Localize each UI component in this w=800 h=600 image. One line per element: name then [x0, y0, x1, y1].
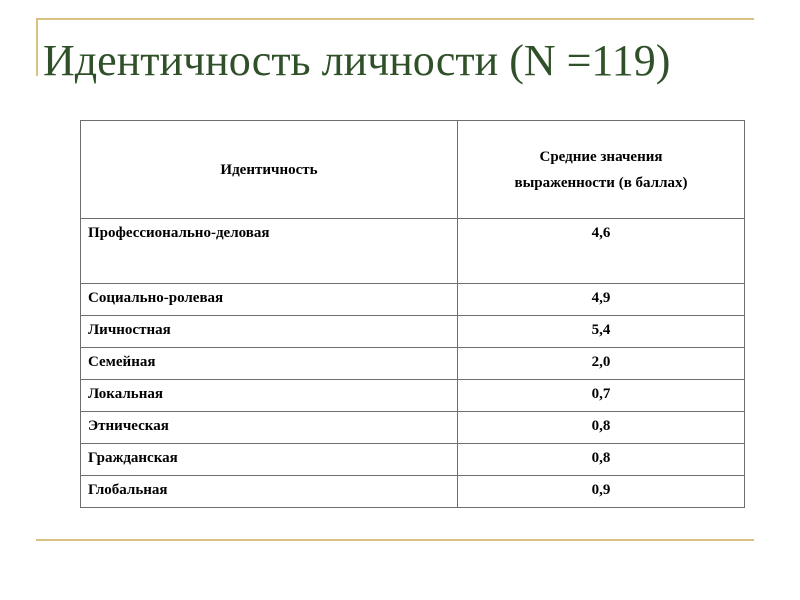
identity-table [80, 120, 745, 508]
footer-accent-line [36, 539, 754, 541]
row-mean-value: 4,6 [458, 219, 745, 284]
title-accent-line-left [36, 18, 38, 76]
table-row [81, 444, 745, 476]
row-identity-name: Семейная [81, 348, 458, 380]
row-mean-value: 0,7 [458, 380, 745, 412]
row-identity-name: Локальная [81, 380, 458, 412]
row-mean-value: 4,9 [458, 284, 745, 316]
row-identity-name: Гражданская [81, 444, 458, 476]
header-identity: Идентичность [81, 121, 458, 219]
table-row [81, 348, 745, 380]
table-row [81, 284, 745, 316]
row-identity-name: Профессионально-деловая [81, 219, 458, 284]
row-mean-value: 0,8 [458, 412, 745, 444]
header-mean-values-label: Средние значения выраженности (в баллах) [514, 148, 688, 191]
table-row [81, 476, 745, 508]
row-identity-name: Глобальная [81, 476, 458, 508]
identity-table-container [80, 120, 742, 508]
table-row [81, 316, 745, 348]
row-mean-value: 5,4 [458, 316, 745, 348]
table-row [81, 380, 745, 412]
slide-title: Идентичность личности (N =119) [43, 36, 671, 85]
table-header-row [81, 121, 745, 219]
table-row [81, 412, 745, 444]
title-accent-line-top [36, 18, 754, 20]
row-identity-name: Личностная [81, 316, 458, 348]
header-mean-values [458, 121, 745, 219]
row-identity-name: Этническая [81, 412, 458, 444]
row-mean-value: 0,9 [458, 476, 745, 508]
table-row [81, 219, 745, 284]
row-mean-value: 0,8 [458, 444, 745, 476]
row-mean-value: 2,0 [458, 348, 745, 380]
row-identity-name: Социально-ролевая [81, 284, 458, 316]
